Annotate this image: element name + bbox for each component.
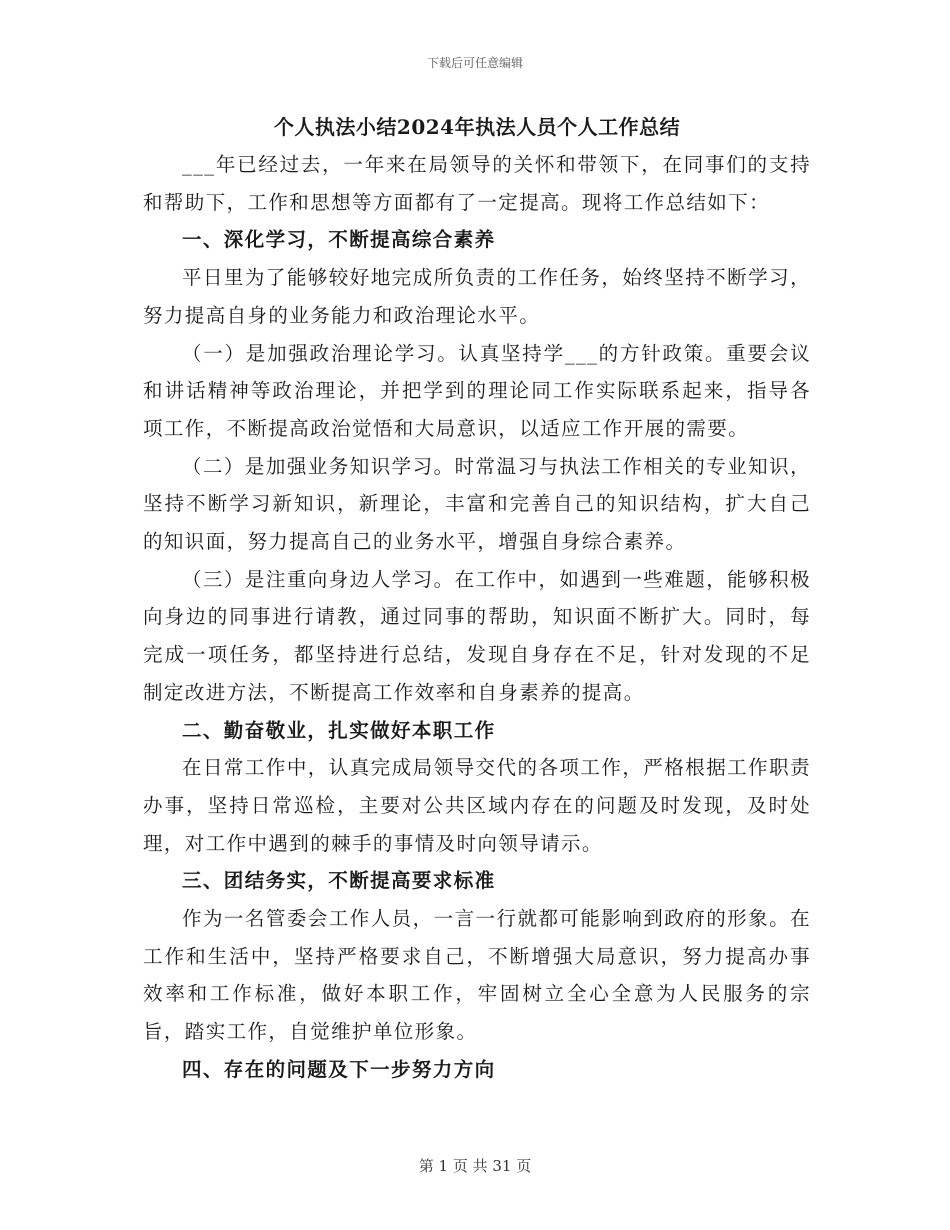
section-heading-3: 三、团结务实，不断提高要求标准: [182, 869, 496, 893]
header-note: 下载后可任意编辑: [426, 56, 523, 70]
section-heading-2: 二、勤奋敬业，扎实做好本职工作: [182, 718, 496, 742]
paragraph-learn-from-colleagues: （三）是注重向身边人学习。在工作中，如遇到一些难题，能够积极向身边的同事进行请教，通过同事的帮助，知识面不断扩大。同时，每完成一项任务，都坚持进行总结，发现自身存在不足，针对发现的不足制定改进方法，不断提高工作效率和自身素养的提高。: [143, 567, 811, 704]
page-number-footer: 第 1 页 共 31 页: [418, 1157, 532, 1175]
section-heading-1: 一、深化学习，不断提高综合素养: [182, 228, 496, 252]
paragraph-intro: ___年已经过去，一年来在局领导的关怀和带领下，在同事们的支持和帮助下，工作和思想等方面都有了一定提高。现将工作总结如下：: [143, 153, 811, 214]
document-title: 个人执法小结2024年执法人员个人工作总结: [273, 115, 681, 139]
paragraph-standards: 作为一名管委会工作人员，一言一行就都可能影响到政府的形象。在工作和生活中，坚持严格要求自己，不断增强大局意识，努力提高办事效率和工作标准，做好本职工作，牢固树立全心全意为人民服务的宗旨，踏实工作，自觉维护单位形象。: [143, 907, 811, 1044]
section-heading-4: 四、存在的问题及下一步努力方向: [182, 1057, 496, 1081]
paragraph-study-overview: 平日里为了能够较好地完成所负责的工作任务，始终坚持不断学习，努力提高自身的业务能力和政治理论水平。: [143, 266, 811, 327]
paragraph-business-knowledge: （二）是加强业务知识学习。时常温习与执法工作相关的专业知识，坚持不断学习新知识，新理论，丰富和完善自己的知识结构，扩大自己的知识面，努力提高自己的业务水平，增强自身综合素养。: [143, 454, 811, 554]
document-body: [143, 108, 811, 1089]
paragraph-political-theory: （一）是加强政治理论学习。认真坚持学___的方针政策。重要会议和讲话精神等政治理论，并把学到的理论同工作实际联系起来，指导各项工作，不断提高政治觉悟和大局意识，以适应工作开展的需要。: [143, 341, 811, 440]
paragraph-daily-work: 在日常工作中，认真完成局领导交代的各项工作，严格根据工作职责办事，坚持日常巡检，主要对公共区域内存在的问题及时发现，及时处理，对工作中遇到的棘手的事情及时向领导请示。: [143, 756, 811, 855]
